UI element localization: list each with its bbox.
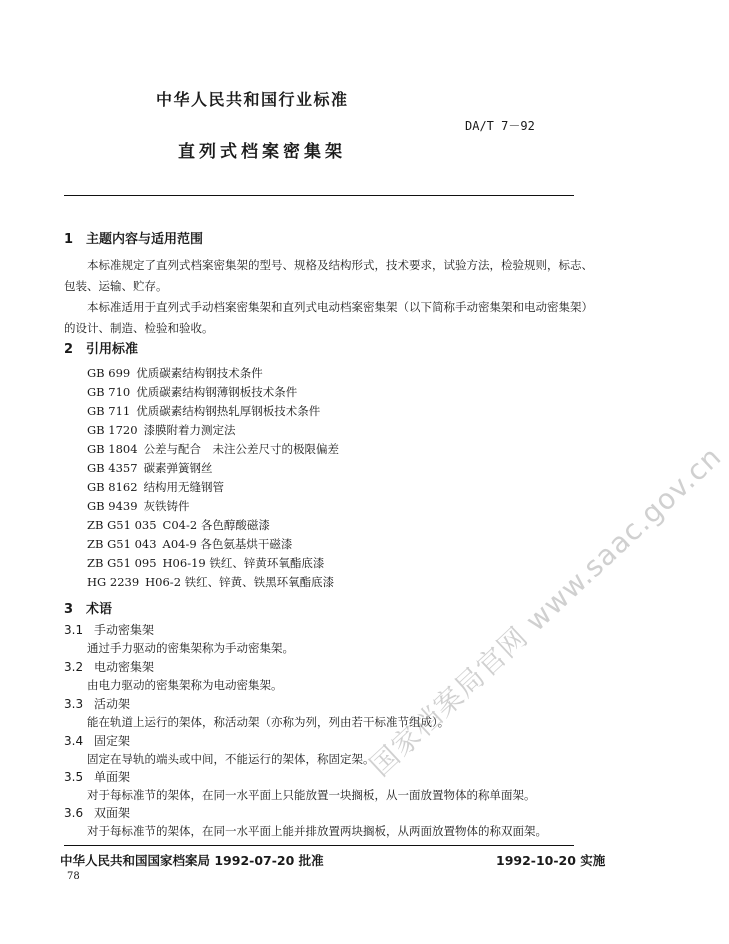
term-number: 3.1 [64,623,84,637]
approval-line: 中华人民共和国国家档案局 1992-07-20 批准 [60,853,324,868]
footer-divider [64,845,574,846]
term-heading [64,804,130,821]
term-name: 手动密集架 [94,623,155,637]
reference-code: ZB G51 095 [87,556,157,570]
section-title: 引用标准 [86,342,139,357]
term-definition: 通过手力驱动的密集架称为手动密集架。 [87,641,294,655]
watermark: 国家档案局官网 www.saac.gov.cn [363,439,728,783]
term-number: 3.3 [64,697,84,711]
reference-code: GB 710 [87,385,131,399]
reference-item [87,441,339,457]
term-name: 活动架 [94,697,131,711]
section-3-heading [64,598,112,617]
reference-item [87,365,263,381]
reference-item [87,536,292,552]
term-name: 单面架 [94,770,131,784]
header-divider [64,195,574,196]
term-heading [64,732,130,749]
term-heading [64,695,130,712]
standard-category: 中华人民共和国行业标准 [156,90,349,109]
reference-name: A04-9 各色氨基烘干磁漆 [162,537,293,551]
reference-name: 结构用无缝钢管 [143,480,225,494]
term-definition: 固定在导轨的端头或中间，不能运行的架体，称固定架。 [87,752,375,766]
section-2-heading [64,338,138,357]
implementation-date: 1992-10-20 实施 [496,853,606,868]
reference-item [87,403,320,419]
reference-name: 碳素弹簧钢丝 [143,461,213,475]
reference-item [87,460,213,476]
reference-name: 优质碳素结构钢技术条件 [136,366,263,380]
term-number: 3.5 [64,770,84,784]
term-name: 电动密集架 [94,660,155,674]
reference-item [87,384,297,400]
term-name: 双面架 [94,806,131,820]
term-name: 固定架 [94,734,131,748]
reference-item [87,479,224,495]
page-number: 78 [67,871,80,882]
reference-code: ZB G51 043 [87,537,157,551]
document-title: 直列式档案密集架 [178,142,346,162]
term-number: 3.6 [64,806,84,820]
reference-code: GB 9439 [87,499,138,513]
reference-item [87,555,324,571]
reference-code: GB 8162 [87,480,138,494]
reference-code: HG 2239 [87,575,140,589]
reference-item [87,422,236,438]
section-1-paragraph-1: 本标准规定了直列式档案密集架的型号、规格及结构形式，技术要求，试验方法，检验规则，标志、包装、运输、贮存。 [64,258,593,293]
reference-code: ZB G51 035 [87,518,157,532]
reference-code: GB 699 [87,366,131,380]
section-number: 3 [64,602,74,617]
standard-code: DA/T 7－92 [465,119,535,133]
reference-code: GB 1804 [87,442,138,456]
reference-name: 公差与配合 未注公差尺寸的极限偏差 [143,442,340,456]
reference-code: GB 711 [87,404,131,418]
reference-item [87,574,334,590]
reference-code: GB 4357 [87,461,138,475]
term-definition: 对于每标准节的架体，在同一水平面上能并排放置两块搁板，从两面放置物体的称双面架。 [87,824,547,838]
reference-item [87,517,270,533]
term-heading [64,768,130,785]
reference-code: GB 1720 [87,423,138,437]
term-heading [64,621,154,638]
reference-name: H06-19 铁红、锌黄环氧酯底漆 [162,556,325,570]
term-number: 3.2 [64,660,84,674]
section-title: 术语 [86,602,113,617]
reference-name: 漆膜附着力测定法 [143,423,236,437]
section-1-heading [64,228,203,247]
reference-item [87,498,190,514]
term-number: 3.4 [64,734,84,748]
reference-name: C04-2 各色醇酸磁漆 [162,518,270,532]
reference-name: H06-2 铁红、锌黄、铁黑环氧酯底漆 [145,575,335,589]
section-number: 2 [64,342,74,357]
term-definition: 对于每标准节的架体，在同一水平面上只能放置一块搁板，从一面放置物体的称单面架。 [87,788,536,802]
section-title: 主题内容与适用范围 [86,232,204,247]
term-heading [64,658,154,675]
term-definition: 由电力驱动的密集架称为电动密集架。 [87,678,283,692]
reference-name: 优质碳素结构钢薄钢板技术条件 [136,385,298,399]
reference-name: 优质碳素结构钢热轧厚钢板技术条件 [136,404,321,418]
section-1-paragraph-2: 本标准适用于直列式手动档案密集架和直列式电动档案密集架（以下简称手动密集架和电动密集架）的设计、制造、检验和验收。 [64,300,593,335]
reference-name: 灰铁铸件 [143,499,190,513]
section-number: 1 [64,232,74,247]
term-definition: 能在轨道上运行的架体，称活动架（亦称为列，列由若干标准节组成）。 [87,715,450,729]
